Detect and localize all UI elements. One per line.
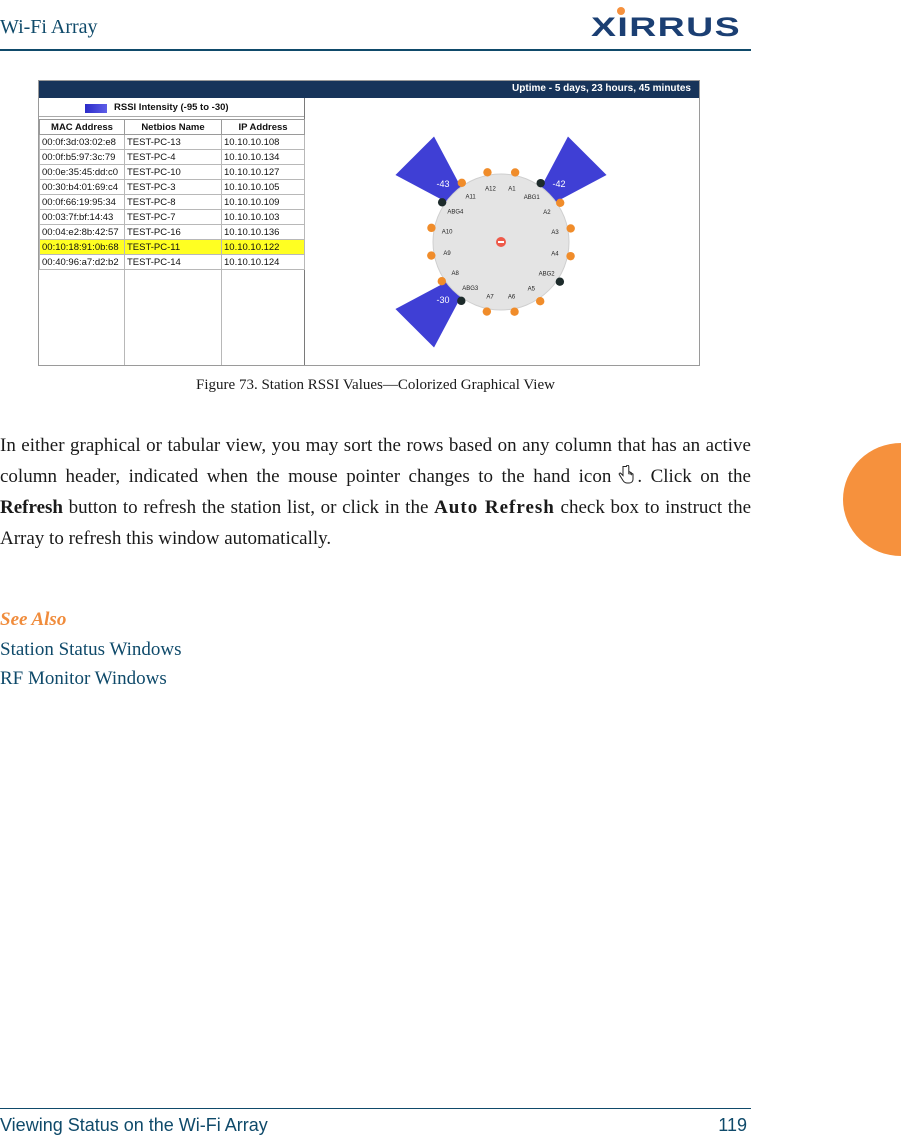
table-row[interactable]: [40, 195, 305, 210]
a-radio-dot: [556, 199, 564, 207]
a-radio-dot: [427, 224, 435, 232]
link-rf-monitor-windows[interactable]: RF Monitor Windows: [0, 668, 167, 689]
title-bar: [39, 81, 699, 98]
rssi-gradient-swatch: [85, 104, 107, 113]
hand-pointer-icon: [617, 465, 635, 485]
body-paragraph: [0, 430, 751, 554]
a-radio-dot: [427, 251, 435, 259]
ip-cell: 10.10.10.124: [222, 255, 305, 270]
radio-label: A10: [441, 229, 453, 236]
radio-label: ABG3: [462, 286, 479, 293]
netbios-cell: TEST-PC-11: [125, 240, 222, 255]
refresh-term: Refresh: [0, 497, 63, 518]
rssi-legend-label: RSSI Intensity (-95 to -30): [114, 102, 229, 113]
netbios-cell: TEST-PC-14: [125, 255, 222, 270]
mac-cell: 00:03:7f:bf:14:43: [40, 210, 125, 225]
auto-refresh-term: Auto Refresh: [434, 497, 555, 518]
radio-label: A2: [543, 210, 551, 217]
radio-label: ABG1: [523, 194, 540, 201]
a-radio-dot: [438, 277, 446, 285]
mac-cell: 00:0f:b5:97:3c:79: [40, 150, 125, 165]
radio-label: A9: [443, 250, 451, 257]
netbios-cell: TEST-PC-16: [125, 225, 222, 240]
array-radio-visualization: [305, 98, 699, 365]
mac-cell: 00:40:96:a7:d2:b2: [40, 255, 125, 270]
radio-label: A1: [508, 186, 516, 193]
netbios-cell: TEST-PC-4: [125, 150, 222, 165]
mac-cell: 00:0f:66:19:95:34: [40, 195, 125, 210]
abg-radio-dot: [438, 198, 446, 206]
table-row[interactable]: [40, 165, 305, 180]
a-radio-dot: [483, 168, 491, 176]
abg-radio-dot: [457, 297, 465, 305]
mac-cell: 00:0f:3d:03:02:e8: [40, 135, 125, 150]
netbios-cell: TEST-PC-10: [125, 165, 222, 180]
beam-rssi-label: -30: [436, 294, 450, 305]
see-also-heading: See Also: [0, 609, 67, 630]
column-header-netbios[interactable]: Netbios Name: [125, 120, 222, 135]
abg-radio-dot: [537, 179, 545, 187]
radio-label: ABG2: [538, 271, 555, 278]
a-radio-dot: [458, 179, 466, 187]
column-header-ip[interactable]: IP Address: [222, 120, 305, 135]
svg-text:XIRRUS: XIRRUS: [591, 12, 741, 40]
ip-cell: 10.10.10.134: [222, 150, 305, 165]
a-radio-dot: [566, 224, 574, 232]
running-header-title: Wi-Fi Array: [0, 16, 98, 38]
mac-cell: 00:30:b4:01:69:c4: [40, 180, 125, 195]
radio-label: A4: [551, 251, 559, 258]
column-header-mac[interactable]: MAC Address: [40, 120, 125, 135]
abg-radio-dot: [556, 278, 564, 286]
array-center-mark: [498, 241, 504, 243]
station-rssi-screenshot: [38, 80, 700, 366]
ip-cell: 10.10.10.122: [222, 240, 305, 255]
table-row[interactable]: [40, 225, 305, 240]
station-table: [39, 119, 305, 366]
netbios-cell: TEST-PC-8: [125, 195, 222, 210]
radio-label: A6: [507, 294, 516, 301]
ip-cell: 10.10.10.105: [222, 180, 305, 195]
a-radio-dot: [566, 252, 574, 260]
mac-cell: 00:0e:35:45:dd:c0: [40, 165, 125, 180]
ip-cell: 10.10.10.109: [222, 195, 305, 210]
radio-label: ABG4: [447, 209, 464, 216]
footer-section-title: Viewing Status on the Wi-Fi Array: [0, 1115, 268, 1135]
table-row[interactable]: [40, 150, 305, 165]
netbios-cell: TEST-PC-7: [125, 210, 222, 225]
figure-caption: Figure 73. Station RSSI Values—Colorized Graphical View: [196, 377, 555, 393]
page-number: 119: [718, 1115, 747, 1135]
a-radio-dot: [510, 307, 518, 315]
table-row[interactable]: [40, 180, 305, 195]
rssi-legend: [39, 102, 304, 117]
a-radio-dot: [511, 168, 519, 176]
radio-label: A11: [465, 194, 476, 201]
radio-label: A7: [486, 294, 494, 301]
table-row[interactable]: [40, 255, 305, 270]
chapter-tab-marker: [843, 443, 901, 556]
beam-rssi-label: -43: [436, 179, 450, 190]
table-row[interactable]: [40, 210, 305, 225]
footer-rule: [0, 1108, 751, 1109]
table-row[interactable]: [40, 240, 305, 255]
header-rule: [0, 49, 751, 51]
a-radio-dot: [536, 297, 544, 305]
netbios-cell: TEST-PC-13: [125, 135, 222, 150]
ip-cell: 10.10.10.127: [222, 165, 305, 180]
paragraph-text-1: In either graphical or tabular view, you may sort the rows based on any column that has an active column header, indicated when the mouse pointer changes to the hand icon: [0, 435, 751, 487]
mac-cell: 00:10:18:91:0b:68: [40, 240, 125, 255]
paragraph-text-4: check box to instruct the Array to refresh this window automatically.: [0, 497, 751, 549]
a-radio-dot: [483, 307, 491, 315]
netbios-cell: TEST-PC-3: [125, 180, 222, 195]
xirrus-logo: [591, 6, 751, 40]
ip-cell: 10.10.10.103: [222, 210, 305, 225]
paragraph-text-2: . Click on the: [637, 466, 751, 487]
radio-label: A5: [527, 286, 536, 293]
ip-cell: 10.10.10.108: [222, 135, 305, 150]
link-station-status-windows[interactable]: Station Status Windows: [0, 639, 182, 660]
table-empty-area: [40, 270, 305, 367]
uptime-label: Uptime - 5 days, 23 hours, 45 minutes: [512, 83, 691, 94]
radio-label: A3: [551, 230, 559, 237]
mac-cell: 00:04:e2:8b:42:57: [40, 225, 125, 240]
table-row[interactable]: [40, 135, 305, 150]
radio-label: A8: [451, 270, 459, 277]
paragraph-text-3: button to refresh the station list, or click in the: [62, 497, 435, 518]
beam-rssi-label: -42: [552, 179, 566, 190]
radio-label: A12: [485, 186, 496, 193]
station-table-panel: [39, 98, 305, 365]
ip-cell: 10.10.10.136: [222, 225, 305, 240]
